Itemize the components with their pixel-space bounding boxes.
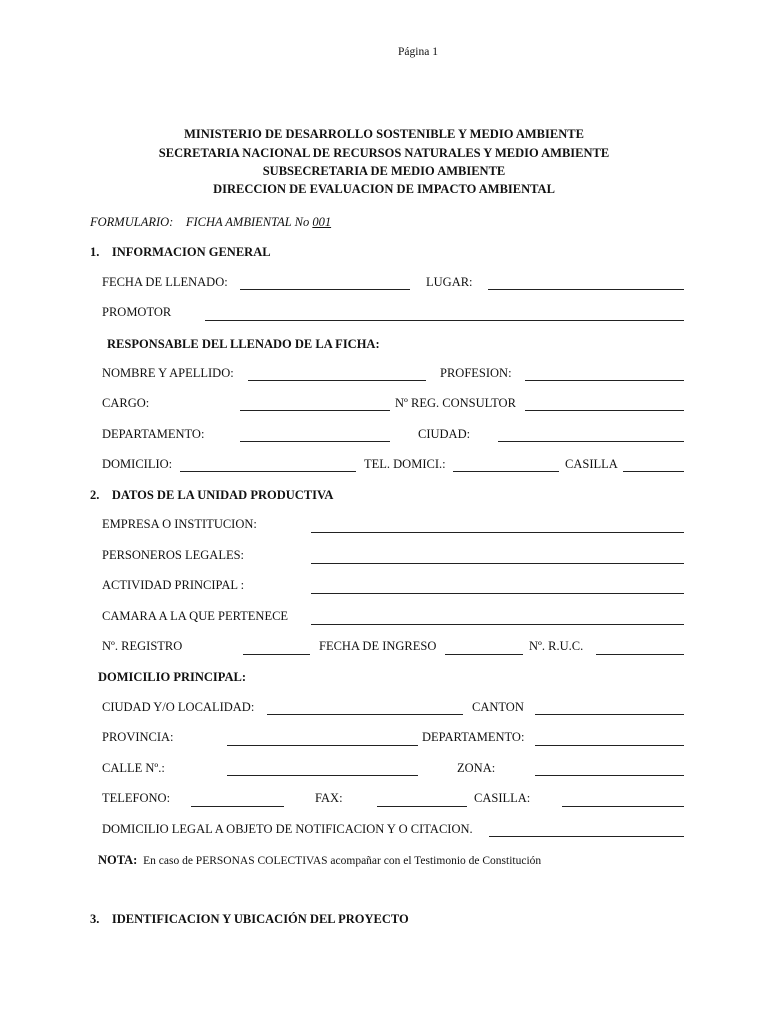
ciudad-localidad-label: CIUDAD Y/O LOCALIDAD: xyxy=(102,700,255,714)
cargo-field[interactable] xyxy=(240,410,390,411)
section2-heading: 2. DATOS DE LA UNIDAD PRODUCTIVA xyxy=(90,488,334,502)
form-label: FORMULARIO: xyxy=(90,215,174,229)
nombre-field[interactable] xyxy=(248,380,426,381)
actividad-label: ACTIVIDAD PRINCIPAL : xyxy=(102,578,245,592)
form-id xyxy=(90,215,331,230)
telefono-field[interactable] xyxy=(191,806,284,807)
ruc-label: Nº. R.U.C. xyxy=(529,639,584,653)
profesion-label: PROFESION: xyxy=(440,366,512,380)
domicilio-legal-label: DOMICILIO LEGAL A OBJETO DE NOTIFICACION Y O CITACION. xyxy=(102,822,473,836)
form-number: 001 xyxy=(312,215,332,229)
domicilio-field[interactable] xyxy=(180,471,356,472)
ciudad-label: CIUDAD: xyxy=(418,427,471,441)
departamento-label: DEPARTAMENTO: xyxy=(102,427,205,441)
casilla2-label: CASILLA: xyxy=(474,791,531,805)
registro-label: Nº. REGISTRO xyxy=(102,639,183,653)
departamento2-field[interactable] xyxy=(535,745,684,746)
secretaria-title: SECRETARIA NACIONAL DE RECURSOS NATURALES Y MEDIO AMBIENTE xyxy=(158,146,610,160)
camara-label: CAMARA A LA QUE PERTENECE xyxy=(102,609,289,623)
ciudad-localidad-field[interactable] xyxy=(267,714,463,715)
responsable-heading: RESPONSABLE DEL LLENADO DE LA FICHA: xyxy=(107,337,380,351)
reg-consultor-label: Nº REG. CONSULTOR xyxy=(395,396,516,410)
fecha-llenado-field[interactable] xyxy=(240,289,410,290)
ministry-title: MINISTERIO DE DESARROLLO SOSTENIBLE Y MEDIO AMBIENTE xyxy=(184,127,584,141)
provincia-field[interactable] xyxy=(227,745,418,746)
promotor-label: PROMOTOR xyxy=(102,305,172,319)
promotor-field[interactable] xyxy=(205,320,684,321)
section3-heading: 3. IDENTIFICACION Y UBICACIÓN DEL PROYECTO xyxy=(90,912,409,926)
reg-consultor-field[interactable] xyxy=(525,410,684,411)
departamento-field[interactable] xyxy=(240,441,390,442)
fecha-llenado-label: FECHA DE LLENADO: xyxy=(102,275,228,289)
subsecretaria-title: SUBSECRETARIA DE MEDIO AMBIENTE xyxy=(262,164,506,178)
provincia-label: PROVINCIA: xyxy=(102,730,174,744)
section1-heading: 1. INFORMACION GENERAL xyxy=(90,245,271,259)
ciudad-field[interactable] xyxy=(498,441,684,442)
calle-field[interactable] xyxy=(227,775,418,776)
fax-field[interactable] xyxy=(377,806,467,807)
domicilio-principal-heading: DOMICILIO PRINCIPAL: xyxy=(98,670,247,684)
nota-text: En caso de PERSONAS COLECTIVAS acompañar con el Testimonio de Constitución xyxy=(143,855,542,867)
tel-domici-field[interactable] xyxy=(453,471,559,472)
departamento2-label: DEPARTAMENTO: xyxy=(422,730,525,744)
personeros-label: PERSONEROS LEGALES: xyxy=(102,548,245,562)
profesion-field[interactable] xyxy=(525,380,684,381)
lugar-field[interactable] xyxy=(488,289,684,290)
empresa-label: EMPRESA O INSTITUCION: xyxy=(102,517,257,531)
casilla-field[interactable] xyxy=(623,471,684,472)
tel-domici-label: TEL. DOMICI.: xyxy=(364,457,446,471)
lugar-label: LUGAR: xyxy=(426,275,473,289)
fax-label: FAX: xyxy=(315,791,343,805)
nota xyxy=(98,853,541,868)
fecha-ingreso-field[interactable] xyxy=(445,654,523,655)
zona-field[interactable] xyxy=(535,775,684,776)
fecha-ingreso-label: FECHA DE INGRESO xyxy=(319,639,437,653)
personeros-field[interactable] xyxy=(311,563,684,564)
canton-label: CANTON xyxy=(472,700,524,714)
form-title: FICHA AMBIENTAL No xyxy=(185,215,310,229)
registro-field[interactable] xyxy=(243,654,310,655)
empresa-field[interactable] xyxy=(311,532,684,533)
casilla-label: CASILLA xyxy=(565,457,618,471)
ruc-field[interactable] xyxy=(596,654,684,655)
telefono-label: TELEFONO: xyxy=(102,791,171,805)
nota-label: NOTA: xyxy=(98,853,138,867)
calle-label: CALLE Nº.: xyxy=(102,761,165,775)
zona-label: ZONA: xyxy=(457,761,496,775)
casilla2-field[interactable] xyxy=(562,806,684,807)
direccion-title: DIRECCION DE EVALUACION DE IMPACTO AMBIENTAL xyxy=(213,182,555,196)
page-number: Página 1 xyxy=(398,46,438,58)
canton-field[interactable] xyxy=(535,714,684,715)
camara-field[interactable] xyxy=(311,624,684,625)
actividad-field[interactable] xyxy=(311,593,684,594)
cargo-label: CARGO: xyxy=(102,396,150,410)
domicilio-label: DOMICILIO: xyxy=(102,457,173,471)
domicilio-legal-field[interactable] xyxy=(489,836,684,837)
nombre-label: NOMBRE Y APELLIDO: xyxy=(102,366,234,380)
